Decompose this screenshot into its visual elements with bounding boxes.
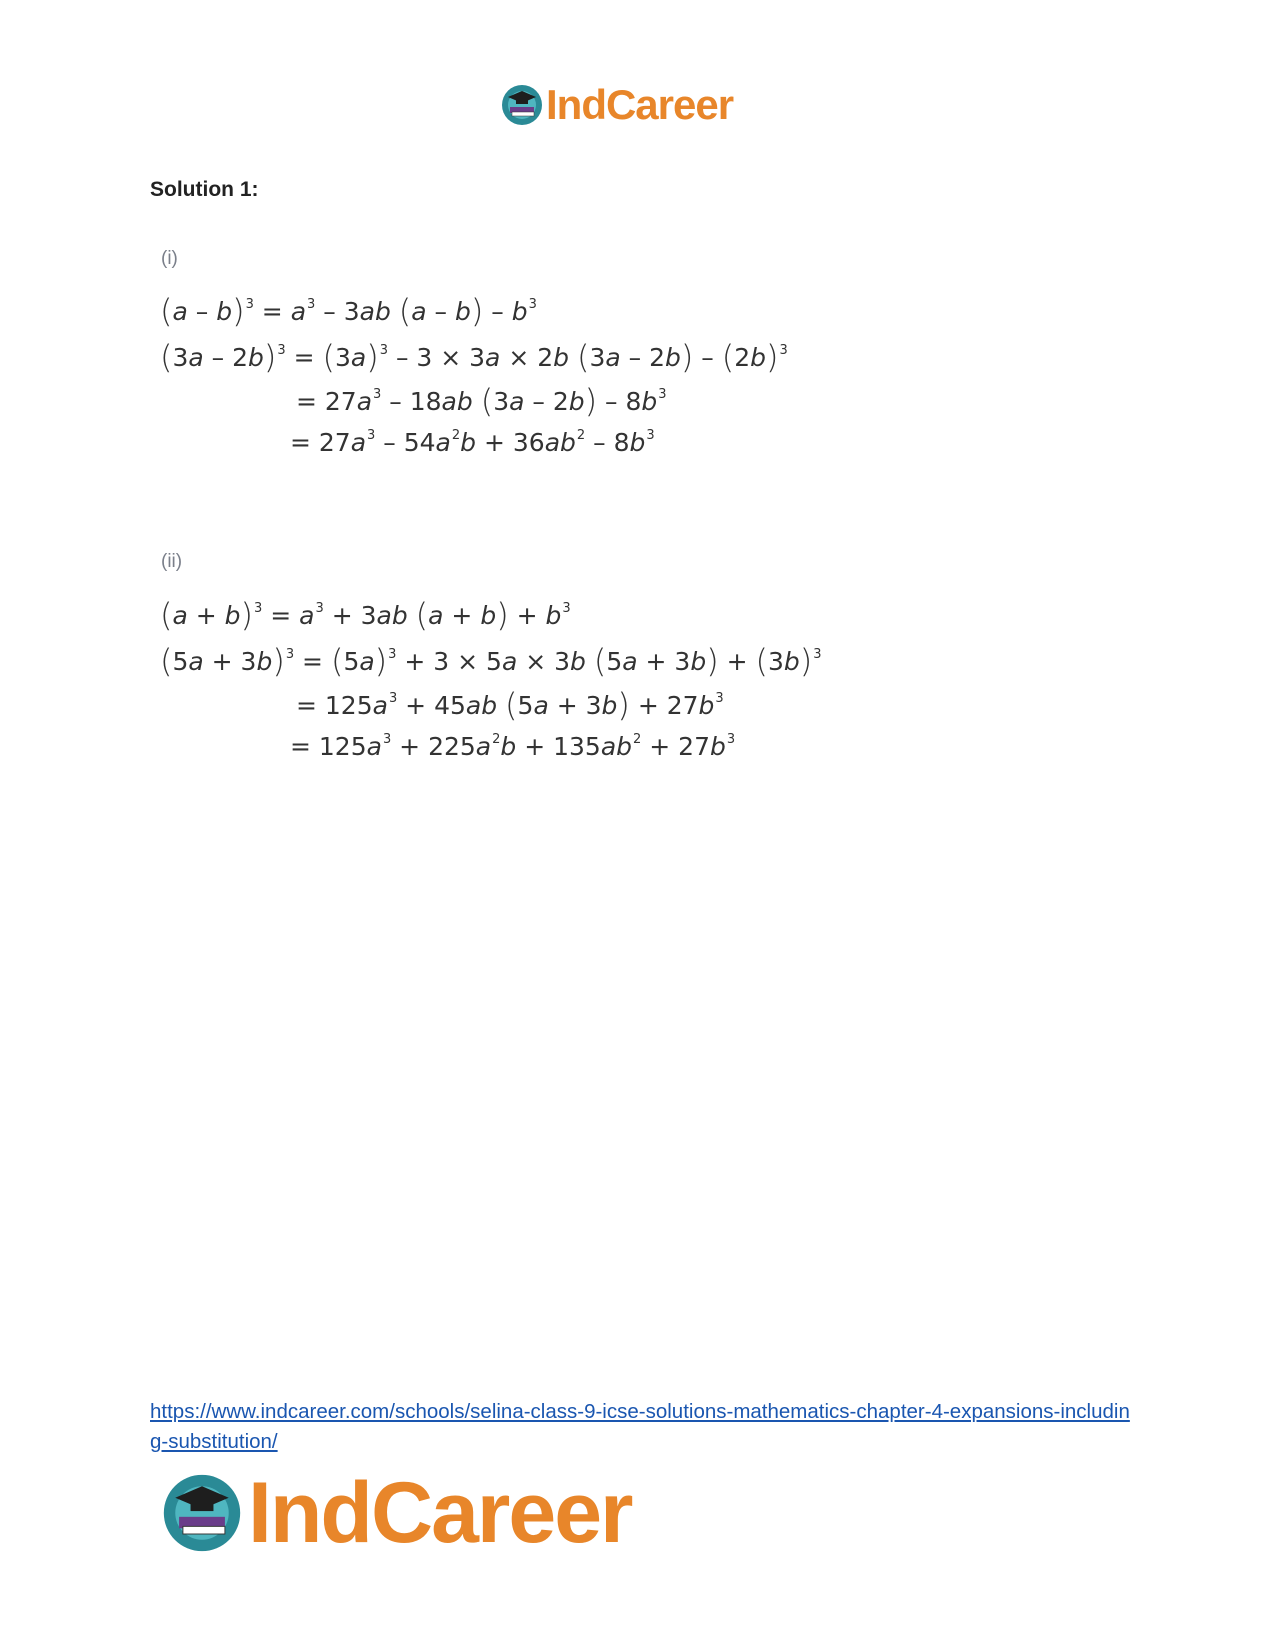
equation-line: $(3a - 2b)^3 = (3a)^3 - 3 \times 3a \times 2b$ $(3a - 2b) - (2b)^3$	[160, 338, 788, 376]
equation-line: = $27a^3 - 54a^2b + 36ab^2 - 8b^3$	[290, 428, 655, 457]
equation-line: = $125a^3 + 45ab$ $(5a + 3b) + 27b^3$	[296, 686, 724, 724]
header-logo	[500, 80, 733, 130]
graduation-cap-logo-icon	[160, 1471, 244, 1555]
part-label-ii: (ii)	[161, 551, 183, 572]
equation-line: $(a + b)^3 = a^3 + 3ab$ $(a + b) + b^3$	[160, 596, 571, 634]
footer-logo	[160, 1464, 632, 1561]
equation-line: $(5a + 3b)^3 = (5a)^3 + 3 \times 5a \times 3b$ $(5a + 3b) + (3b)^3$	[160, 642, 822, 680]
part-label-i: (i)	[161, 248, 178, 269]
header-logo-text: IndCareer	[546, 81, 734, 128]
source-link[interactable]: https://www.indcareer.com/schools/selina-class-9-icse-solutions-mathematics-chapter-4-expansions-including-substitution/	[150, 1400, 1130, 1453]
equation-line: = $125a^3 + 225a^2b + 135ab^2 + 27b^3$	[290, 732, 736, 761]
footer-logo-text: IndCareer	[248, 1464, 632, 1561]
solution-title: Solution 1:	[150, 178, 259, 201]
equation-line: $(a - b)^3 = a^3 - 3ab$ $(a - b) - b^3$	[160, 292, 537, 330]
graduation-cap-logo-icon	[500, 83, 544, 127]
equation-line: = $27a^3 - 18ab$ $(3a - 2b) - 8b^3$	[296, 382, 667, 420]
